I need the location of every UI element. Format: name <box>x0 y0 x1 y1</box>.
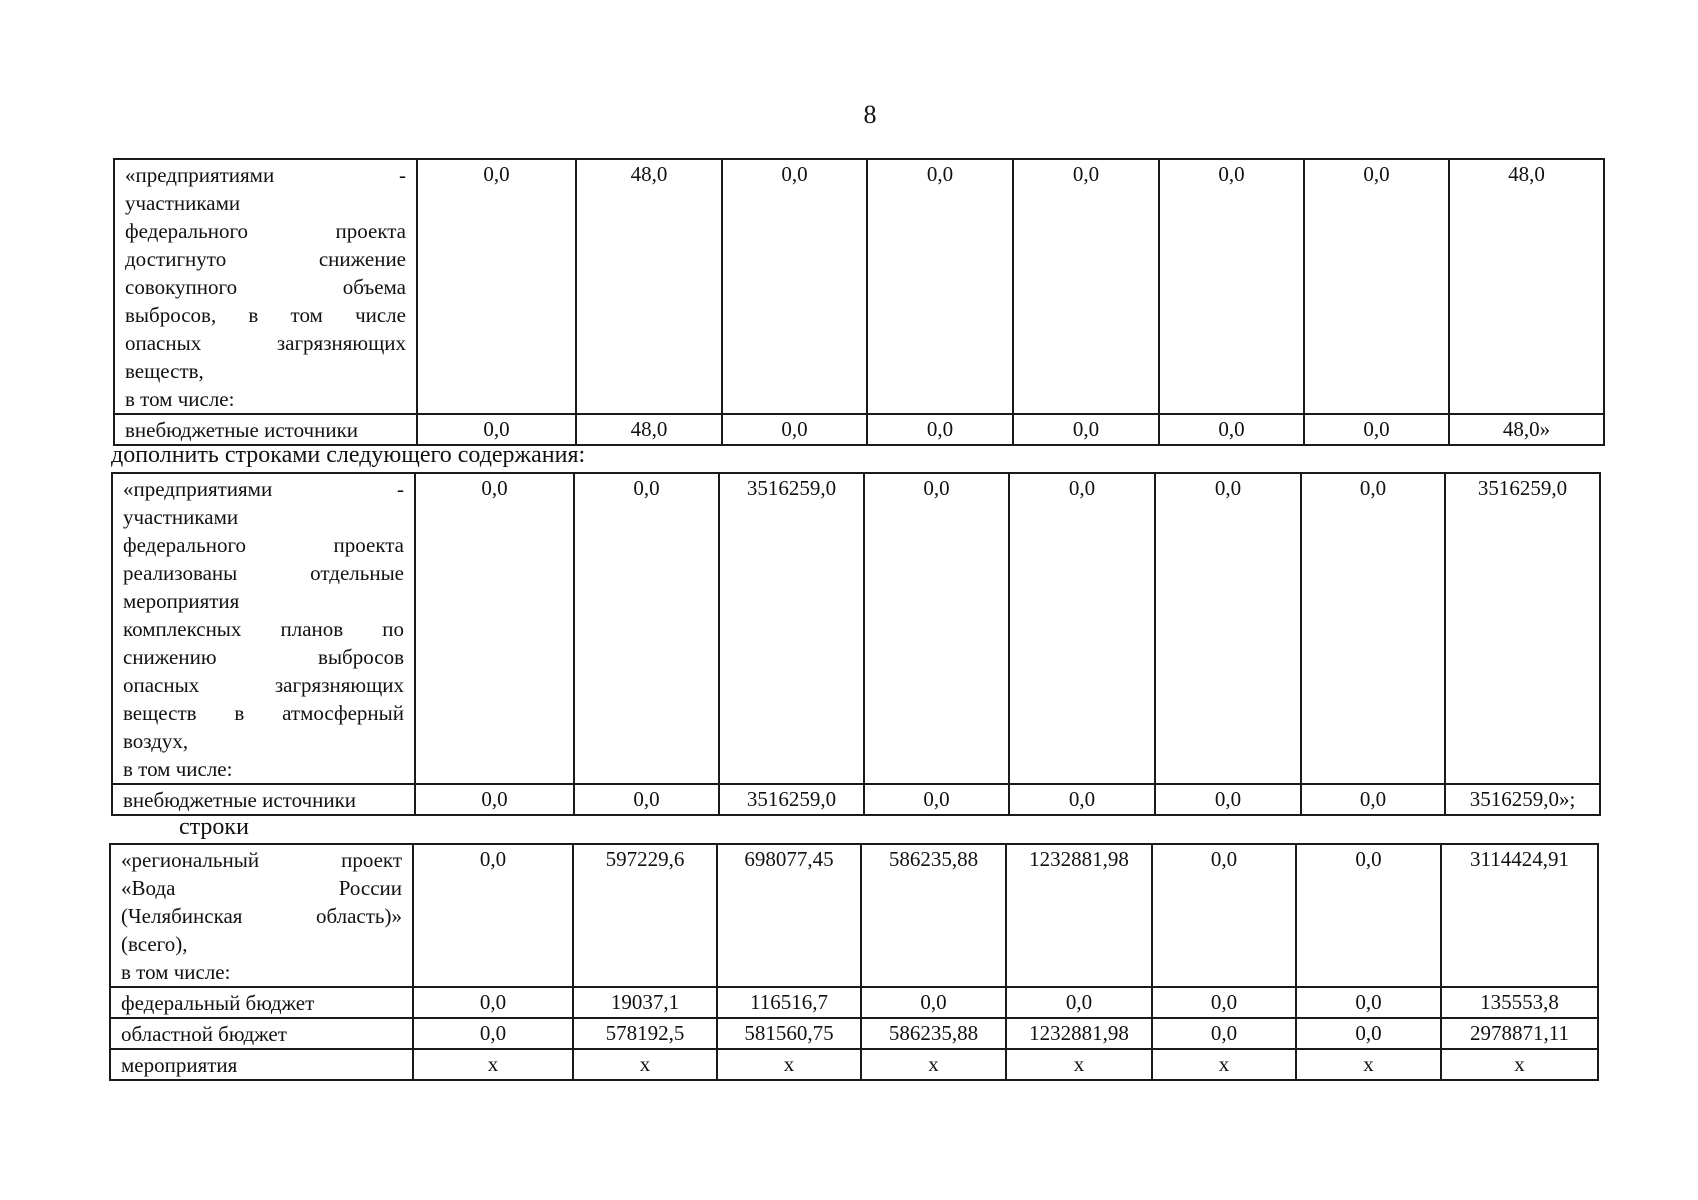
label-line: (Челябинская область)» <box>121 904 402 928</box>
row-label: областной бюджет <box>110 1018 413 1049</box>
cell-value: 0,0 <box>413 1018 573 1049</box>
cell-value: 0,0 <box>867 159 1013 414</box>
cell-value: 597229,6 <box>573 844 717 987</box>
cell-value: x <box>573 1049 717 1080</box>
cell-value: 0,0 <box>1152 1018 1296 1049</box>
label-line: в том числе: <box>121 960 231 984</box>
cell-value: 3516259,0 <box>719 473 864 784</box>
table-row <box>114 159 1604 414</box>
cell-value-total: 135553,8 <box>1441 987 1598 1018</box>
cell-value: 586235,88 <box>861 844 1006 987</box>
cell-value: x <box>717 1049 861 1080</box>
label-line: участниками <box>123 505 239 529</box>
cell-value-total: 48,0» <box>1449 414 1604 445</box>
cell-value: 116516,7 <box>717 987 861 1018</box>
label-line: «региональный проект <box>121 848 402 872</box>
cell-value: 0,0 <box>861 987 1006 1018</box>
row-label: внебюджетные источники <box>112 784 415 815</box>
table-row <box>110 1049 1598 1080</box>
row-label <box>112 473 415 784</box>
cell-value: 0,0 <box>1304 414 1449 445</box>
cell-value: 0,0 <box>1155 473 1301 784</box>
cell-value-total: 3516259,0 <box>1445 473 1600 784</box>
table-emissions-reduction <box>113 158 1605 446</box>
cell-value: 0,0 <box>1009 784 1155 815</box>
cell-value: 0,0 <box>1159 414 1304 445</box>
table-water-russia <box>109 843 1599 1081</box>
instruction-caption: дополнить строками следующего содержания: <box>111 442 586 468</box>
cell-value-total: 3516259,0»; <box>1445 784 1600 815</box>
table-row <box>110 1018 1598 1049</box>
cell-value: 0,0 <box>417 414 576 445</box>
cell-value: 0,0 <box>1006 987 1152 1018</box>
cell-value: 0,0 <box>1301 784 1445 815</box>
label-line: воздух, <box>123 729 189 753</box>
cell-value: 0,0 <box>864 473 1009 784</box>
cell-value: 0,0 <box>1304 159 1449 414</box>
table-row <box>112 473 1600 784</box>
cell-value: 0,0 <box>1013 414 1159 445</box>
label-line: в том числе: <box>123 757 233 781</box>
cell-value: 0,0 <box>1296 844 1441 987</box>
label-line: «Вода России <box>121 876 402 900</box>
cell-value-total: 2978871,11 <box>1441 1018 1598 1049</box>
label-line: снижению выбросов <box>123 645 404 669</box>
cell-value: 1232881,98 <box>1006 1018 1152 1049</box>
cell-value: 3516259,0 <box>719 784 864 815</box>
cell-value: 0,0 <box>1159 159 1304 414</box>
cell-value-total: x <box>1441 1049 1598 1080</box>
label-line: «предприятиями - <box>123 477 404 501</box>
cell-value-total: 3114424,91 <box>1441 844 1598 987</box>
cell-value: 0,0 <box>1155 784 1301 815</box>
label-line: веществ в атмосферный <box>123 701 404 725</box>
cell-value: 0,0 <box>1296 1018 1441 1049</box>
row-label <box>110 844 413 987</box>
cell-value: 0,0 <box>722 159 867 414</box>
label-line: комплексных планов по <box>123 617 404 641</box>
label-line: достигнуто снижение <box>125 247 406 271</box>
label-line: выбросов, в том числе <box>125 303 406 327</box>
cell-value: 0,0 <box>417 159 576 414</box>
cell-value: 0,0 <box>864 784 1009 815</box>
label-line: «предприятиями - <box>125 163 406 187</box>
cell-value: 1232881,98 <box>1006 844 1152 987</box>
label-line: в том числе: <box>125 387 235 411</box>
cell-value: 0,0 <box>574 473 719 784</box>
cell-value: 0,0 <box>413 987 573 1018</box>
cell-value: x <box>1152 1049 1296 1080</box>
cell-value: 0,0 <box>415 473 574 784</box>
page-number: 8 <box>863 100 877 129</box>
label-line: (всего), <box>121 932 188 956</box>
cell-value: 0,0 <box>1296 987 1441 1018</box>
label-line: реализованы отдельные <box>123 561 404 585</box>
row-label: внебюджетные источники <box>114 414 417 445</box>
row-label: мероприятия <box>110 1049 413 1080</box>
cell-value: 0,0 <box>722 414 867 445</box>
table-complex-plans <box>111 472 1601 816</box>
cell-value: 698077,45 <box>717 844 861 987</box>
cell-value: 581560,75 <box>717 1018 861 1049</box>
row-label <box>114 159 417 414</box>
cell-value: 0,0 <box>1013 159 1159 414</box>
label-line: участниками <box>125 191 241 215</box>
table-row <box>110 987 1598 1018</box>
label-line: опасных загрязняющих <box>123 673 404 697</box>
cell-value: x <box>1296 1049 1441 1080</box>
table-row <box>112 784 1600 815</box>
label-line: федерального проекта <box>123 533 404 557</box>
cell-value: 0,0 <box>415 784 574 815</box>
label-line: опасных загрязняющих <box>125 331 406 355</box>
instruction-caption: строки <box>179 814 249 840</box>
cell-value: x <box>413 1049 573 1080</box>
cell-value: 0,0 <box>1009 473 1155 784</box>
cell-value: 586235,88 <box>861 1018 1006 1049</box>
label-line: совокупного объема <box>125 275 406 299</box>
cell-value: 0,0 <box>1152 987 1296 1018</box>
cell-value: 48,0 <box>576 414 722 445</box>
cell-value: 0,0 <box>867 414 1013 445</box>
cell-value: 0,0 <box>574 784 719 815</box>
cell-value: 0,0 <box>1301 473 1445 784</box>
cell-value: x <box>1006 1049 1152 1080</box>
cell-value-total: 48,0 <box>1449 159 1604 414</box>
label-line: мероприятия <box>123 589 240 613</box>
cell-value: 0,0 <box>413 844 573 987</box>
cell-value: 48,0 <box>576 159 722 414</box>
cell-value: 0,0 <box>1152 844 1296 987</box>
label-line: веществ, <box>125 359 204 383</box>
label-line: федерального проекта <box>125 219 406 243</box>
cell-value: x <box>861 1049 1006 1080</box>
row-label: федеральный бюджет <box>110 987 413 1018</box>
table-row <box>110 844 1598 987</box>
cell-value: 578192,5 <box>573 1018 717 1049</box>
cell-value: 19037,1 <box>573 987 717 1018</box>
